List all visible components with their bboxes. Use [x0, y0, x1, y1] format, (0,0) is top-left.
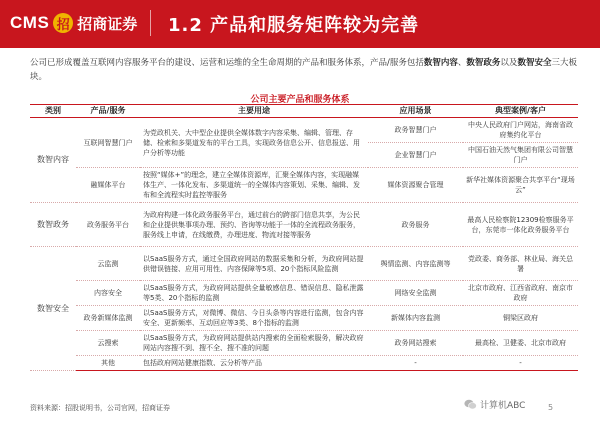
header-category: 类别: [30, 105, 76, 118]
desc-cell: 以SaaS服务方式，通过全国政府网站的数据采集和分析，为政府网站提供错误链接、应用可用性、内容保障等5项、20个指标风险监测: [140, 247, 368, 281]
cases-cell: 铜梁区政府: [463, 306, 578, 331]
logo-cn-text: 招商证券: [77, 14, 138, 33]
table-title: 公司主要产品和服务体系: [250, 95, 350, 105]
wechat-watermark: [464, 398, 525, 411]
table-header-row: [30, 105, 578, 118]
product-cell: 其他: [76, 356, 140, 371]
header-desc: 主要用途: [140, 105, 368, 118]
intro-bold-gov: 数智政务: [466, 58, 501, 68]
cases-cell: 中央人民政府门户网站，海南省政府集约化平台: [463, 118, 578, 143]
cases-cell: 党政委、商务部、林业局、海关总署: [463, 247, 578, 281]
cases-cell: -: [463, 356, 578, 371]
product-cell: 内容安全: [76, 281, 140, 306]
logo-mark-icon: 招: [53, 13, 73, 33]
header-bar: [0, 0, 600, 48]
product-cell: 云监测: [76, 247, 140, 281]
scene-cell: 企业智慧门户: [368, 143, 463, 168]
page-number: 5: [548, 403, 554, 412]
header-product: 产品/服务: [76, 105, 140, 118]
scene-cell: -: [368, 356, 463, 371]
product-cell: 政务服务平台: [76, 203, 140, 247]
table-row: [30, 331, 578, 356]
desc-cell: 包括政府网站健康指数、云分析等产品: [140, 356, 368, 371]
scene-cell: 媒体资源聚合管理: [368, 168, 463, 203]
header-scene: 应用场景: [368, 105, 463, 118]
scene-cell: 舆情监测、内容监测等: [368, 247, 463, 281]
product-cell: 互联网智慧门户: [76, 118, 140, 168]
category-content: 数智内容: [30, 118, 76, 203]
scene-cell: 政务服务: [368, 203, 463, 247]
header-cases: 典型案例/客户: [463, 105, 578, 118]
table-row: [30, 168, 578, 203]
desc-cell: 以SaaS服务方式，对微博、微信、今日头条等内容进行监测，包含内容安全、更新频率、互动回应等3类、8个指标的监测: [140, 306, 368, 331]
intro-paragraph: [30, 56, 578, 84]
cases-cell: 最高人民检察院12309检察服务平台，东莞市一体化政务服务平台: [463, 203, 578, 247]
table-row: [30, 281, 578, 306]
table-row: [30, 306, 578, 331]
scene-cell: 新媒体内容监测: [368, 306, 463, 331]
desc-cell: 按照“媒体+”的理念，建立全媒体资源库，汇聚全媒体内容，实现融媒体生产、一体化发布、多渠道统一的全媒体内容策划、采集、编辑、发布和全流程实时监控等服务: [140, 168, 368, 203]
wechat-icon: [464, 399, 477, 410]
wechat-label: 计算机ABC: [480, 401, 526, 411]
page-title: 1.2 产品和服务矩阵较为完善: [168, 15, 420, 36]
desc-cell: 为政府构建一体化政务服务平台，通过前台的跨部门信息共享，为公民和企业提供集事项办理、预约、咨询等功能于一体的全流程政务服务，服务线上申请，在线缴费，办理进度、物流对接等服务: [140, 203, 368, 247]
header-divider: [150, 10, 151, 36]
intro-bold-security: 数智安全: [517, 58, 552, 68]
scene-cell: 政务网站搜索: [368, 331, 463, 356]
category-gov: 数智政务: [30, 203, 76, 247]
table-row: [30, 203, 578, 247]
table-row: [30, 247, 578, 281]
product-cell: 云搜索: [76, 331, 140, 356]
intro-text-a: 公司已形成覆盖互联网内容服务平台的建设、运营和运维的全生命周期的产品和服务体系，产品/服务包括: [30, 58, 424, 68]
intro-sep: 、: [457, 58, 467, 68]
desc-cell: 以SaaS服务方式，为政府网站提供站内搜索的全面检索服务，解决政府网站内容搜不到、搜不全、搜不准的问题: [140, 331, 368, 356]
cases-cell: 北京市政府、江西省政府、南京市政府: [463, 281, 578, 306]
desc-cell: 为党政机关、大中型企业提供全媒体数字内容采集、编辑、管理、存储、检索和多渠道发布的平台工具，实现政务信息公开、信息报送、用户分析等功能: [140, 118, 368, 168]
table-row: [30, 118, 578, 143]
desc-cell: 以SaaS服务方式，为政府网站提供全量敏感信息、错误信息、隐私泄露等5类、20个指标的监测: [140, 281, 368, 306]
intro-text-c: 三大板块。: [30, 58, 577, 82]
product-cell: 融媒体平台: [76, 168, 140, 203]
intro-bold-content: 数智内容: [423, 58, 458, 68]
source-note: 资料来源：招股说明书，公司官网，招商证券: [30, 404, 170, 412]
scene-cell: 网络安全监测: [368, 281, 463, 306]
cases-cell: 新华社媒体资源聚合共享平台“现场云”: [463, 168, 578, 203]
company-logo: [10, 12, 137, 34]
product-service-table: [30, 104, 578, 371]
cases-cell: 最高检、卫健委、北京市政府: [463, 331, 578, 356]
product-cell: 政务新媒体监测: [76, 306, 140, 331]
logo-cms-text: CMS: [10, 13, 50, 32]
category-security: 数智安全: [30, 247, 76, 371]
table-row: [30, 356, 578, 371]
intro-text-b: 以及: [500, 58, 518, 68]
cases-cell: 中国石油天然气集团有限公司智慧门户: [463, 143, 578, 168]
scene-cell: 政务智慧门户: [368, 118, 463, 143]
